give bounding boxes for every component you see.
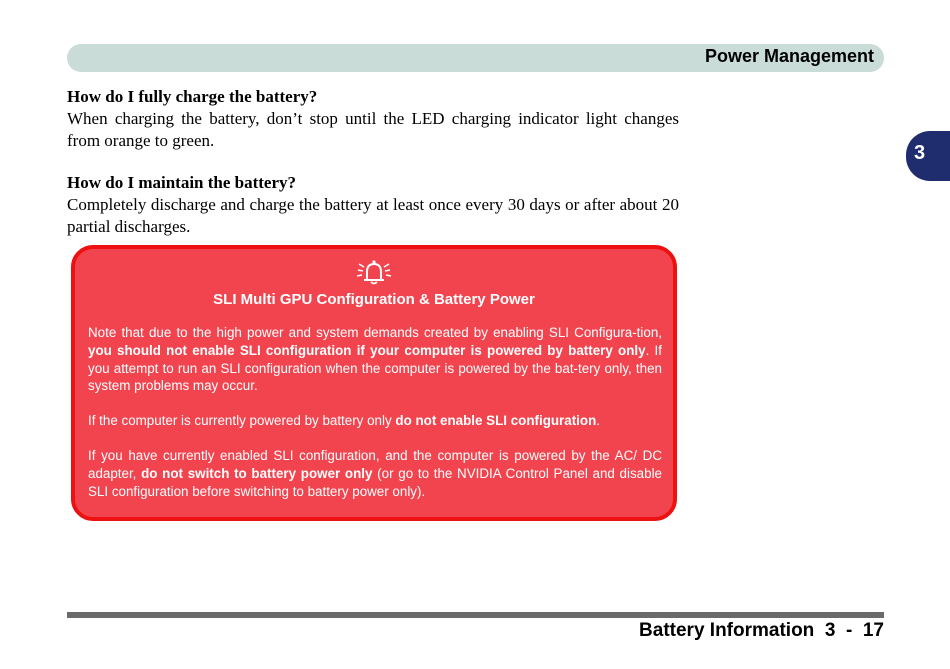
question-heading: How do I maintain the battery? [67, 173, 297, 192]
answer-paragraph: When charging the battery, don’t stop until the LED charging indicator light changes from orange to green. [67, 109, 679, 150]
text-run: (or go to the NVIDIA Control Panel and disable SLI configuration before switching to battery power only). [88, 465, 662, 499]
warning-body [88, 324, 662, 517]
page-header-title: Power Management [704, 46, 874, 66]
emphasis-text: you should not enable SLI configuration if your computer is powered by battery only [88, 342, 646, 358]
warning-callout [71, 245, 677, 521]
footer-page-label: Battery Information 3 - 17 [639, 620, 884, 641]
warning-title: SLI Multi GPU Configuration & Battery Power [213, 291, 535, 308]
text-run: If the computer is currently powered by battery only [88, 413, 396, 429]
warning-paragraph [88, 324, 662, 395]
answer-paragraph: Completely discharge and charge the battery at least once every 30 days or after about 20 partial discharges. [67, 195, 679, 236]
qa-section-charge [67, 86, 679, 152]
emphasis-text: do not switch to battery power only [141, 465, 373, 481]
chapter-tab [906, 131, 950, 181]
text-run: Note that due to the high power and system demands created by enabling SLI Configura-tion, [88, 325, 662, 340]
emphasis-text: do not enable SLI configuration [395, 413, 597, 429]
warning-paragraph [88, 412, 662, 430]
text-run: If you have currently enabled SLI configuration, and the computer is powered by the AC/ DC adapter, [88, 447, 662, 481]
warning-paragraph [88, 447, 662, 500]
chapter-number: 3 [914, 142, 926, 164]
footer-rule [67, 612, 884, 618]
warning-bell-icon [356, 258, 392, 286]
text-run: . If you attempt to run an SLI configuration when the computer is powered by the bat-tery only, then system problems may occur. [88, 342, 662, 394]
question-heading: How do I fully charge the battery? [67, 87, 318, 106]
qa-section-maintain [67, 172, 679, 238]
text-run: . [596, 413, 600, 429]
